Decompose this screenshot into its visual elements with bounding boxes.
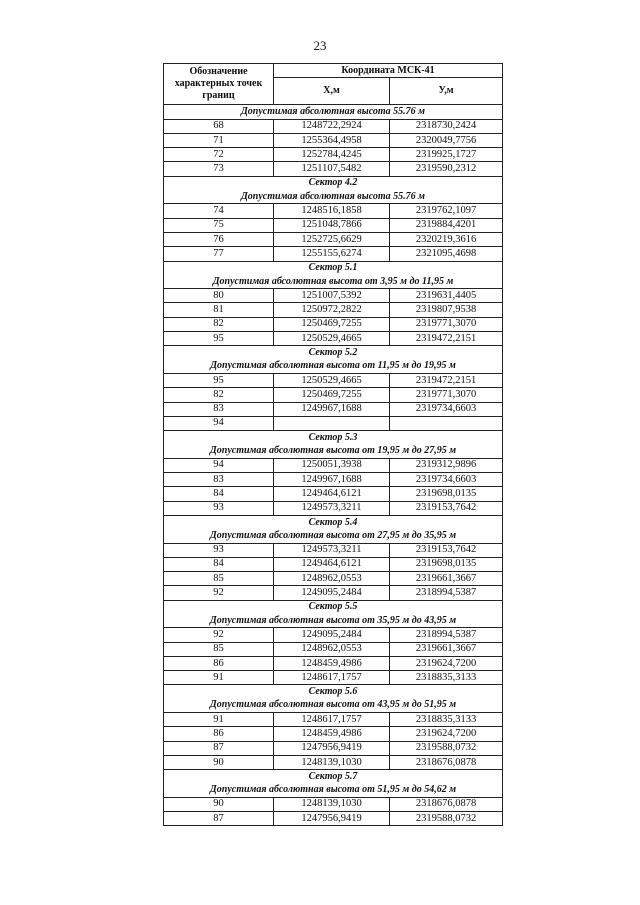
x-coordinate-cell: 1248962,0553	[274, 572, 390, 586]
x-coordinate-cell: 1252725,6629	[274, 232, 390, 246]
x-coordinate-cell: 1248139,1030	[274, 797, 390, 811]
table-row	[164, 812, 503, 826]
table-row	[164, 204, 503, 218]
x-coordinate-cell: 1248459,4986	[274, 727, 390, 741]
x-coordinate-cell: 1250529,4665	[274, 373, 390, 387]
point-id-cell: 90	[164, 797, 274, 811]
y-coordinate-cell: 2319771,3070	[390, 317, 503, 331]
x-coordinate-cell: 1249573,3211	[274, 543, 390, 557]
point-id-cell: 84	[164, 487, 274, 501]
point-id-cell: 84	[164, 557, 274, 571]
x-coordinate-cell: 1247956,9419	[274, 812, 390, 826]
x-coordinate-cell: 1248459,4986	[274, 656, 390, 670]
y-coordinate-cell: 2319661,3667	[390, 642, 503, 656]
x-coordinate-cell: 1248962,0553	[274, 642, 390, 656]
y-coordinate-cell: 2319472,2151	[390, 373, 503, 387]
sector-title: Сектор 4.2	[164, 176, 503, 190]
allowed-height-caption: Допустимая абсолютная высота от 51,95 м до 54,62 м	[164, 784, 503, 798]
height-caption-row	[164, 444, 503, 458]
y-coordinate-cell: 2318676,0878	[390, 797, 503, 811]
x-coordinate-cell: 1248617,1757	[274, 713, 390, 727]
sector-title: Сектор 5.3	[164, 431, 503, 445]
y-coordinate-cell: 2319807,9538	[390, 303, 503, 317]
point-id-cell: 94	[164, 416, 274, 430]
header-y: У,м	[390, 78, 503, 105]
table-row	[164, 572, 503, 586]
height-caption-row	[164, 529, 503, 543]
point-id-cell: 92	[164, 628, 274, 642]
x-coordinate-cell: 1248139,1030	[274, 755, 390, 769]
sector-row	[164, 770, 503, 784]
sector-row	[164, 600, 503, 614]
y-coordinate-cell: 2319153,7642	[390, 543, 503, 557]
y-coordinate-cell: 2319698,0135	[390, 557, 503, 571]
point-id-cell: 75	[164, 218, 274, 232]
point-id-cell: 82	[164, 317, 274, 331]
x-coordinate-cell: 1251048,7866	[274, 218, 390, 232]
allowed-height-caption: Допустимая абсолютная высота от 19,95 м до 27,95 м	[164, 444, 503, 458]
table-row	[164, 317, 503, 331]
point-id-cell: 73	[164, 162, 274, 176]
page-number: 23	[313, 38, 327, 53]
allowed-height-caption: Допустимая абсолютная высота от 43,95 м до 51,95 м	[164, 699, 503, 713]
x-coordinate-cell: 1255364,4958	[274, 133, 390, 147]
point-id-cell: 85	[164, 572, 274, 586]
point-id-cell: 83	[164, 473, 274, 487]
point-id-cell: 94	[164, 458, 274, 472]
x-coordinate-cell: 1255155,6274	[274, 247, 390, 261]
y-coordinate-cell: 2319312,9896	[390, 458, 503, 472]
y-coordinate-cell: 2319153,7642	[390, 501, 503, 515]
table-row	[164, 388, 503, 402]
table-row	[164, 133, 503, 147]
x-coordinate-cell	[274, 416, 390, 430]
y-coordinate-cell: 2319734,6603	[390, 402, 503, 416]
x-coordinate-cell: 1249095,2484	[274, 628, 390, 642]
y-coordinate-cell: 2319661,3667	[390, 572, 503, 586]
sector-row	[164, 685, 503, 699]
point-id-cell: 87	[164, 812, 274, 826]
point-id-cell: 92	[164, 586, 274, 600]
y-coordinate-cell: 2319588,0732	[390, 741, 503, 755]
x-coordinate-cell: 1249967,1688	[274, 402, 390, 416]
y-coordinate-cell: 2320049,7756	[390, 133, 503, 147]
y-coordinate-cell: 2318835,3133	[390, 713, 503, 727]
table-row	[164, 458, 503, 472]
sector-row	[164, 261, 503, 275]
table-row	[164, 247, 503, 261]
table-row	[164, 162, 503, 176]
sector-title: Сектор 5.6	[164, 685, 503, 699]
point-id-cell: 77	[164, 247, 274, 261]
coordinates-table	[163, 63, 503, 826]
table-row	[164, 289, 503, 303]
point-id-cell: 87	[164, 741, 274, 755]
point-id-cell: 86	[164, 656, 274, 670]
header-point-label: Обозначение характерных точек границ	[164, 64, 274, 105]
y-coordinate-cell: 2319698,0135	[390, 487, 503, 501]
x-coordinate-cell: 1248617,1757	[274, 671, 390, 685]
x-coordinate-cell: 1250469,7255	[274, 388, 390, 402]
sector-row	[164, 346, 503, 360]
point-id-cell: 76	[164, 232, 274, 246]
y-coordinate-cell: 2318835,3133	[390, 671, 503, 685]
allowed-height-caption: Допустимая абсолютная высота от 27,95 м до 35,95 м	[164, 529, 503, 543]
y-coordinate-cell: 2319884,4201	[390, 218, 503, 232]
y-coordinate-cell: 2319771,3070	[390, 388, 503, 402]
table-row	[164, 473, 503, 487]
point-id-cell: 82	[164, 388, 274, 402]
allowed-height-caption: Допустимая абсолютная высота 55.76 м	[164, 190, 503, 204]
y-coordinate-cell: 2319762,1097	[390, 204, 503, 218]
x-coordinate-cell: 1251107,5482	[274, 162, 390, 176]
sector-title: Сектор 5.2	[164, 346, 503, 360]
y-coordinate-cell	[390, 416, 503, 430]
x-coordinate-cell: 1249967,1688	[274, 473, 390, 487]
y-coordinate-cell: 2318676,0878	[390, 755, 503, 769]
y-coordinate-cell: 2319734,6603	[390, 473, 503, 487]
table-row	[164, 557, 503, 571]
point-id-cell: 85	[164, 642, 274, 656]
height-caption-row	[164, 784, 503, 798]
height-caption-row	[164, 699, 503, 713]
point-id-cell: 93	[164, 501, 274, 515]
point-id-cell: 95	[164, 332, 274, 346]
table-row	[164, 713, 503, 727]
y-coordinate-cell: 2318994,5387	[390, 628, 503, 642]
point-id-cell: 71	[164, 133, 274, 147]
table-row	[164, 543, 503, 557]
table-row	[164, 642, 503, 656]
y-coordinate-cell: 2319588,0732	[390, 812, 503, 826]
sector-row	[164, 176, 503, 190]
point-id-cell: 86	[164, 727, 274, 741]
x-coordinate-cell: 1248516,1858	[274, 204, 390, 218]
table-row	[164, 373, 503, 387]
x-coordinate-cell: 1250972,2822	[274, 303, 390, 317]
table-row	[164, 218, 503, 232]
point-id-cell: 83	[164, 402, 274, 416]
y-coordinate-cell: 2319624,7200	[390, 727, 503, 741]
height-caption-row	[164, 614, 503, 628]
height-caption-row	[164, 105, 503, 119]
table-row	[164, 628, 503, 642]
sector-row	[164, 515, 503, 529]
table-row	[164, 586, 503, 600]
allowed-height-caption: Допустимая абсолютная высота от 11,95 м до 19,95 м	[164, 360, 503, 374]
sector-row	[164, 431, 503, 445]
table-row	[164, 501, 503, 515]
point-id-cell: 81	[164, 303, 274, 317]
x-coordinate-cell: 1250469,7255	[274, 317, 390, 331]
table-row	[164, 232, 503, 246]
y-coordinate-cell: 2319624,7200	[390, 656, 503, 670]
point-id-cell: 91	[164, 713, 274, 727]
sector-title: Сектор 5.5	[164, 600, 503, 614]
table-row	[164, 402, 503, 416]
allowed-height-caption: Допустимая абсолютная высота от 35,95 м до 43,95 м	[164, 614, 503, 628]
y-coordinate-cell: 2319925,1727	[390, 148, 503, 162]
allowed-height-caption: Допустимая абсолютная высота 55.76 м	[164, 105, 503, 119]
sector-title: Сектор 5.7	[164, 770, 503, 784]
y-coordinate-cell: 2318994,5387	[390, 586, 503, 600]
table-row	[164, 303, 503, 317]
x-coordinate-cell: 1249464,6121	[274, 487, 390, 501]
point-id-cell: 90	[164, 755, 274, 769]
table-row	[164, 755, 503, 769]
y-coordinate-cell: 2320219,3616	[390, 232, 503, 246]
point-id-cell: 95	[164, 373, 274, 387]
table-row	[164, 671, 503, 685]
table-row	[164, 416, 503, 430]
table-row	[164, 741, 503, 755]
height-caption-row	[164, 190, 503, 204]
x-coordinate-cell: 1251007,5392	[274, 289, 390, 303]
x-coordinate-cell: 1250529,4665	[274, 332, 390, 346]
x-coordinate-cell: 1252784,4245	[274, 148, 390, 162]
table-row	[164, 656, 503, 670]
x-coordinate-cell: 1250051,3938	[274, 458, 390, 472]
x-coordinate-cell: 1249573,3211	[274, 501, 390, 515]
table-row	[164, 487, 503, 501]
sector-title: Сектор 5.1	[164, 261, 503, 275]
table-body	[164, 105, 503, 826]
height-caption-row	[164, 360, 503, 374]
x-coordinate-cell: 1248722,2924	[274, 119, 390, 133]
point-id-cell: 68	[164, 119, 274, 133]
y-coordinate-cell: 2321095,4698	[390, 247, 503, 261]
y-coordinate-cell: 2318730,2424	[390, 119, 503, 133]
table-row	[164, 332, 503, 346]
allowed-height-caption: Допустимая абсолютная высота от 3,95 м до 11,95 м	[164, 275, 503, 289]
height-caption-row	[164, 275, 503, 289]
point-id-cell: 93	[164, 543, 274, 557]
point-id-cell: 91	[164, 671, 274, 685]
point-id-cell: 74	[164, 204, 274, 218]
x-coordinate-cell: 1249464,6121	[274, 557, 390, 571]
header-coordinate-system: Координата МСК-41	[274, 64, 503, 78]
point-id-cell: 80	[164, 289, 274, 303]
x-coordinate-cell: 1249095,2484	[274, 586, 390, 600]
x-coordinate-cell: 1247956,9419	[274, 741, 390, 755]
y-coordinate-cell: 2319472,2151	[390, 332, 503, 346]
table-row	[164, 119, 503, 133]
point-id-cell: 72	[164, 148, 274, 162]
y-coordinate-cell: 2319590,2312	[390, 162, 503, 176]
header-x: Х,м	[274, 78, 390, 105]
table-row	[164, 797, 503, 811]
table-row	[164, 148, 503, 162]
table-row	[164, 727, 503, 741]
sector-title: Сектор 5.4	[164, 515, 503, 529]
y-coordinate-cell: 2319631,4405	[390, 289, 503, 303]
